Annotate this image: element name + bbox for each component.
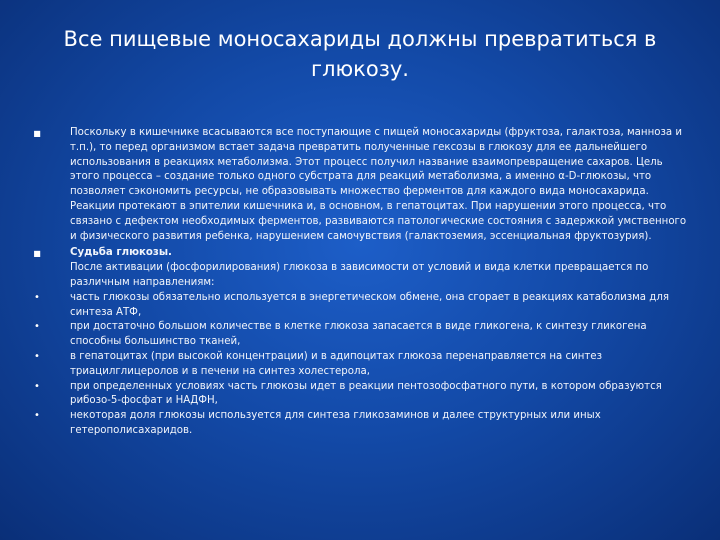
list-item <box>30 291 690 321</box>
paragraph-text: После активации (фосфорилирования) глюкоза в зависимости от условий и вида клетки превращается по различным направлениям: <box>70 262 649 288</box>
list-item-text: при достаточно большом количестве в клетке глюкоза запасается в виде гликогена, к синтезу гликогена способны большинство тканей, <box>70 321 647 348</box>
paragraph-text: Поскольку в кишечнике всасываются все поступающие с пищей моносахариды (фруктоза, галактоза, манноза и т.п.), то перед организмом встает задача превратить полученные гексозы в глюкозу для ее дальнейшего использования в реакциях метаболизма. Этот процесс получил название взаимопревращение сахаров. Цель этого процесса – создание только одного субстрата для реакций метаболизма, а именно α-D-глюкозы, что позволяет сэкономить ресурсы, не образовывать множество ферментов для каждого вида моносахарида. Реакции протекают в эпителии кишечника и, в основном, в гепатоцитах. При нарушении этого процесса, что связано с дефектом необходимых ферментов, развиваются патологические состояния с задержкой умственного и физического развития ребенка, нарушением самочувствия (галактоземия, эссенциальная фруктозурия). <box>70 127 687 242</box>
square-bullet-icon: ■ <box>33 249 41 259</box>
dot-bullet-icon: • <box>34 291 40 303</box>
list-item-text: при определенных условиях часть глюкозы идет в реакции пентозофосфатного пути, в котором образуются рибозо-5-фосфат и НАДФН, <box>70 380 662 407</box>
list-item <box>30 246 690 290</box>
list-item <box>30 126 690 244</box>
list-item <box>30 380 690 410</box>
list-item <box>30 350 690 380</box>
list-item-text: некоторая доля глюкозы используется для синтеза гликозаминов и далее структурных или иных гетерополисахаридов. <box>70 410 601 436</box>
list-item <box>30 409 690 439</box>
list-item <box>30 320 690 350</box>
list-item-text: часть глюкозы обязательно используется в энергетическом обмене, она сгорает в реакциях катаболизма для синтеза АТФ, <box>70 291 669 318</box>
dot-bullet-icon: • <box>34 321 40 333</box>
list-item-text: в гепатоцитах (при высокой концентрации) и в адипоцитах глюкоза перенаправляется на синтез триацилглицеролов и в печени на синтез холестерола, <box>70 350 602 377</box>
dot-bullet-icon: • <box>34 410 40 422</box>
slide-title: Все пищевые моносахариды должны превратиться в глюкозу. <box>63 27 657 81</box>
dot-bullet-icon: • <box>34 380 40 392</box>
slide-body <box>30 126 690 439</box>
dot-bullet-icon: • <box>34 350 40 362</box>
section-heading: Судьба глюкозы. <box>70 247 172 259</box>
square-bullet-icon: ■ <box>33 129 41 138</box>
